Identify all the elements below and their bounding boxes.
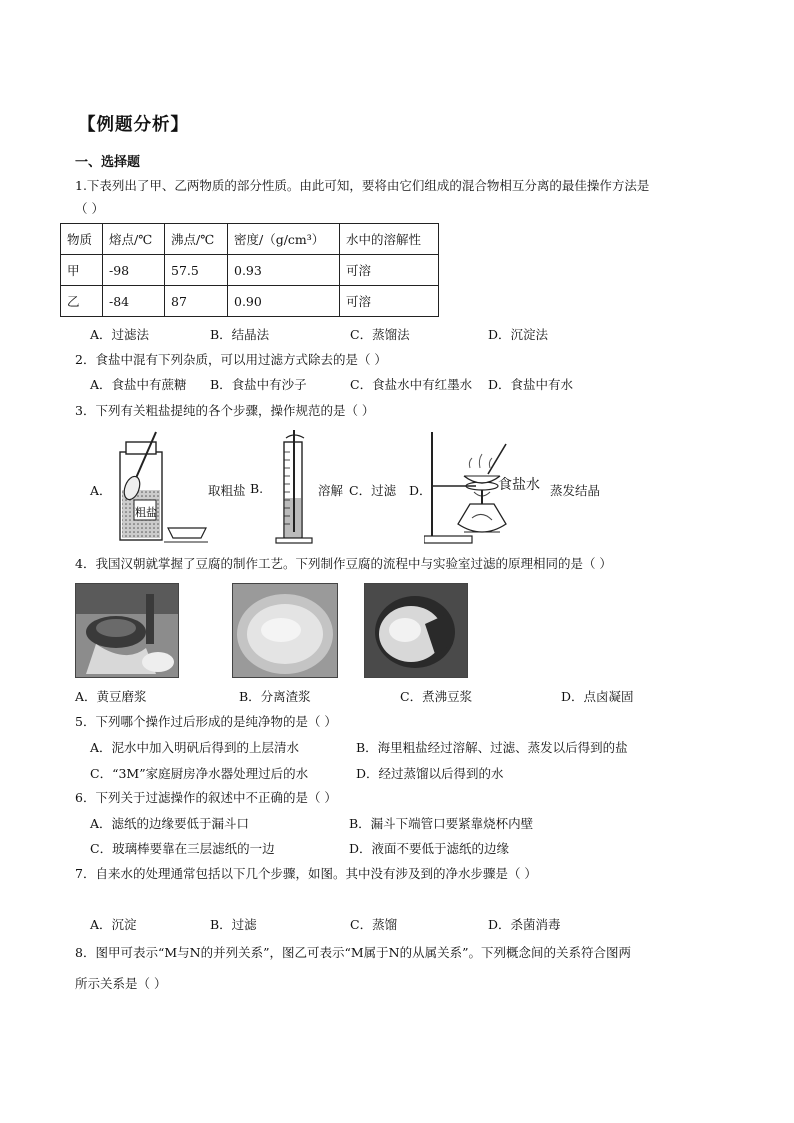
section-title: 一、选择题 <box>75 155 141 170</box>
q3-option-d-text: 蒸发结晶 <box>550 483 601 498</box>
q5-option-c[interactable]: C．“3M”家庭厨房净水器处理过后的水 <box>90 766 309 781</box>
q6-option-c[interactable]: C．玻璃棒要靠在三层滤纸的一边 <box>90 841 275 856</box>
table-cell: 甲 <box>61 255 103 286</box>
q4-option-d[interactable]: D．点卤凝固 <box>561 689 634 704</box>
q7-option-c[interactable]: C．蒸馏 <box>350 917 398 932</box>
q1-option-a[interactable]: A．过滤法 <box>90 327 150 342</box>
q5-option-a[interactable]: A．泥水中加入明矾后得到的上层清水 <box>90 740 300 755</box>
table-cell: -84 <box>103 286 165 317</box>
jar-label: 粗盐 <box>135 506 157 519</box>
q2-option-c[interactable]: C．食盐水中有红墨水 <box>350 377 473 392</box>
q1-stem: 1.下表列出了甲、乙两物质的部分性质。由此可知，要将由它们组成的混合物相互分离的最佳操作方法是 <box>75 178 650 193</box>
q5-option-b[interactable]: B．海里粗盐经过溶解、过滤、蒸发以后得到的盐 <box>356 740 628 755</box>
q7-option-b[interactable]: B．过滤 <box>210 917 257 932</box>
salt-jar-illustration <box>108 430 210 545</box>
q3-option-a-label[interactable]: A． <box>90 483 112 498</box>
q2-option-b[interactable]: B．食盐中有沙子 <box>210 377 307 392</box>
q1-property-table <box>60 223 439 317</box>
q2-stem: 2．食盐中混有下列杂质，可以用过滤方式除去的是（ ） <box>75 352 387 367</box>
q2-option-d[interactable]: D．食盐中有水 <box>488 377 574 392</box>
boiling-soymilk-photo <box>364 583 468 678</box>
table-cell: 可溶 <box>340 286 439 317</box>
table-row <box>61 286 439 317</box>
q3-option-d-label[interactable]: D． <box>409 483 432 498</box>
table-cell: 0.90 <box>228 286 340 317</box>
q7-option-d[interactable]: D．杀菌消毒 <box>488 917 561 932</box>
q1-stem-blank: （ ） <box>75 201 104 216</box>
table-cell: 87 <box>165 286 228 317</box>
q1-option-b[interactable]: B．结晶法 <box>210 327 270 342</box>
table-cell: 可溶 <box>340 255 439 286</box>
q3-stem: 3．下列有关粗盐提纯的各个步骤，操作规范的是（ ） <box>75 403 375 418</box>
table-header-row <box>61 224 439 255</box>
q3-option-a-text: 取粗盐 <box>208 483 246 498</box>
grinding-beans-photo <box>75 583 179 678</box>
q6-option-b[interactable]: B．漏斗下端管口要紧靠烧杯内壁 <box>349 816 534 831</box>
graduated-cylinder-illustration <box>272 428 318 546</box>
q6-option-d[interactable]: D．液面不要低于滤纸的边缘 <box>349 841 510 856</box>
q1-option-c[interactable]: C．蒸馏法 <box>350 327 410 342</box>
q1-option-d[interactable]: D．沉淀法 <box>488 327 549 342</box>
table-header-cell: 水中的溶解性 <box>340 224 439 255</box>
q3-option-b-label[interactable]: B. <box>250 481 264 496</box>
table-cell: 57.5 <box>165 255 228 286</box>
q7-option-a[interactable]: A．沉淀 <box>90 917 137 932</box>
table-header-cell: 沸点/℃ <box>165 224 228 255</box>
salt-water-label: 食盐水 <box>498 477 540 493</box>
table-row <box>61 255 439 286</box>
table-header-cell: 熔点/℃ <box>103 224 165 255</box>
q5-stem: 5．下列哪个操作过后形成的是纯净物的是（ ） <box>75 714 337 729</box>
q4-option-c[interactable]: C．煮沸豆浆 <box>400 689 473 704</box>
q7-stem: 7．自来水的处理通常包括以下几个步骤，如图。其中没有涉及到的净水步骤是（ ） <box>75 866 537 881</box>
table-header-cell: 密度/（g/cm³） <box>228 224 340 255</box>
q6-stem: 6．下列关于过滤操作的叙述中不正确的是（ ） <box>75 790 337 805</box>
q2-option-a[interactable]: A．食盐中有蔗糖 <box>90 377 187 392</box>
separating-pulp-photo <box>232 583 338 678</box>
q5-option-d[interactable]: D．经过蒸馏以后得到的水 <box>356 766 504 781</box>
table-cell: 0.93 <box>228 255 340 286</box>
table-cell: 乙 <box>61 286 103 317</box>
q4-option-b[interactable]: B．分离渣浆 <box>239 689 311 704</box>
table-header-cell: 物质 <box>61 224 103 255</box>
page-heading: 【例题分析】 <box>78 115 189 135</box>
q6-option-a[interactable]: A．滤纸的边缘要低于漏斗口 <box>90 816 250 831</box>
q8-stem: 8．图甲可表示“M与N的并列关系”，图乙可表示“M属于N的从属关系”。下列概念间的关系符合图两 <box>75 945 631 960</box>
table-cell: -98 <box>103 255 165 286</box>
q3-option-c-label[interactable]: C．过滤 <box>349 483 397 498</box>
q3-option-b-text: 溶解 <box>318 483 344 498</box>
q4-stem: 4．我国汉朝就掌握了豆腐的制作工艺。下列制作豆腐的流程中与实验室过滤的原理相同的是（ ） <box>75 556 612 571</box>
q4-option-a[interactable]: A．黄豆磨浆 <box>75 689 147 704</box>
q8-stem-line2: 所示关系是（ ） <box>75 976 167 991</box>
